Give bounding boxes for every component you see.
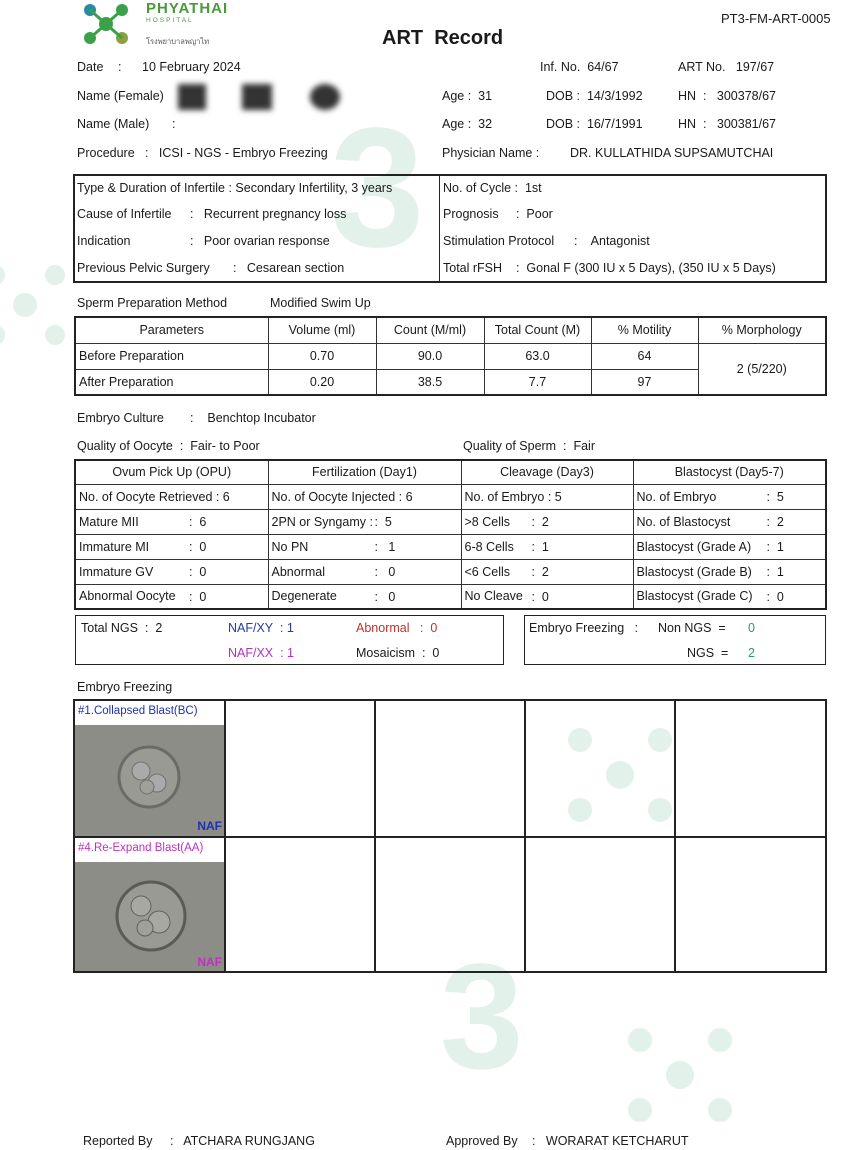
outcome-cell xyxy=(461,484,633,509)
logo-icon xyxy=(80,0,136,50)
reported-value: : ATCHARA RUNGJANG xyxy=(170,1134,315,1148)
outcome-cell-value: : 5 xyxy=(766,489,784,504)
cause-label: Cause of Infertile xyxy=(77,207,172,221)
outcome-row xyxy=(75,509,826,534)
outcome-cell xyxy=(75,584,268,609)
outcome-cell-label: Abnormal Oocyte xyxy=(79,589,176,604)
rfsh-value: : Gonal F (300 IU x 5 Days), (350 IU x 5 Days) xyxy=(516,261,776,275)
outcome-cell xyxy=(75,559,268,584)
procedure-value: : ICSI - NGS - Embryo Freezing xyxy=(145,146,328,160)
ngs-naf-xx: NAF/XX : 1 xyxy=(228,646,294,660)
embryo-tag-1: NAF xyxy=(197,819,222,833)
art-no: ART No. 197/67 xyxy=(678,60,775,74)
sperm-morphology: 2 (5/220) xyxy=(698,343,826,395)
outcome-cell-label: >8 Cells xyxy=(464,514,511,529)
sperm-header: Parameters xyxy=(75,317,268,343)
oocyte-quality: Quality of Oocyte : Fair- to Poor xyxy=(77,439,260,453)
outcome-header: Cleavage (Day3) xyxy=(461,460,633,484)
non-ngs-label: Non NGS = xyxy=(658,621,726,635)
indication-value: : Poor ovarian response xyxy=(190,234,330,248)
sperm-table xyxy=(74,316,827,396)
sperm-cell: Before Preparation xyxy=(75,343,268,369)
outcome-cell xyxy=(633,584,826,609)
hospital-logo xyxy=(80,0,250,50)
embryo-label-1: #1.Collapsed Blast(BC) xyxy=(78,705,198,717)
female-hn: HN : 300378/67 xyxy=(678,89,776,103)
ngs-abnormal: Abnormal : 0 xyxy=(356,621,438,635)
embryo-freezing-label: Embryo Freezing xyxy=(77,680,173,694)
infertile-type: Type & Duration of Infertile : Secondary Infertility, 3 years xyxy=(77,181,393,195)
embryo-tag-2: NAF xyxy=(197,955,222,969)
embryo-cell xyxy=(226,838,376,973)
physician-value: DR. KULLATHIDA SUPSAMUTCHAI xyxy=(570,146,774,160)
outcome-cell xyxy=(633,484,826,509)
embryo-cell xyxy=(676,701,827,838)
embryo-cell xyxy=(676,838,827,973)
outcome-cell-value: : 1 xyxy=(531,539,549,554)
logo-name: PHYATHAI xyxy=(146,0,229,17)
outcome-header: Blastocyst (Day5-7) xyxy=(633,460,826,484)
outcome-cell-value: : 2 xyxy=(531,514,549,529)
outcome-cell xyxy=(461,559,633,584)
logo-sub: HOSPITAL xyxy=(146,17,194,24)
outcome-cell-value: : 1 xyxy=(766,539,784,554)
surgery-value: : Cesarean section xyxy=(233,261,345,275)
outcome-row xyxy=(75,534,826,559)
outcome-header: Ovum Pick Up (OPU) xyxy=(75,460,268,484)
culture-value: : Benchtop Incubator xyxy=(190,411,316,425)
outcome-cell xyxy=(633,559,826,584)
sperm-cell: 97 xyxy=(591,369,698,395)
embryo-cell-2 xyxy=(75,838,226,973)
outcome-cell xyxy=(633,534,826,559)
sperm-cell: 7.7 xyxy=(484,369,591,395)
sperm-header: % Motility xyxy=(591,317,698,343)
outcome-cell-value: : 0 xyxy=(189,539,207,554)
culture-label: Embryo Culture xyxy=(77,411,164,425)
inf-no: Inf. No. 64/67 xyxy=(540,60,619,74)
outcome-cell-label: No. of Oocyte Retrieved : 6 xyxy=(79,489,230,504)
outcome-cell-label: 6-8 Cells xyxy=(464,539,514,554)
outcome-cell xyxy=(75,534,268,559)
outcome-cell xyxy=(633,509,826,534)
female-age: Age : 31 xyxy=(442,89,493,103)
outcome-cell-value: : 6 xyxy=(189,514,207,529)
redacted-name-2 xyxy=(242,84,272,110)
outcome-cell-label: <6 Cells xyxy=(464,564,511,579)
outcome-cell xyxy=(461,509,633,534)
sperm-header: Count (M/ml) xyxy=(376,317,484,343)
sperm-cell: 64 xyxy=(591,343,698,369)
logo-thai: โรงพยาบาลพญาไท xyxy=(146,37,210,46)
outcome-cell-label: Mature MII xyxy=(79,514,139,529)
sperm-cell: After Preparation xyxy=(75,369,268,395)
outcome-cell-value: : 0 xyxy=(189,589,207,604)
female-dob: DOB : 14/3/1992 xyxy=(546,89,643,103)
embryo-grid xyxy=(73,699,827,973)
watermark-logo-left xyxy=(0,260,70,350)
outcome-cell-value: : 1 xyxy=(766,564,784,579)
form-code: PT3-FM-ART-0005 xyxy=(721,11,831,26)
embryo-cell xyxy=(376,838,526,973)
embryo-cell xyxy=(526,701,676,838)
outcome-cell-label: No. of Embryo : 5 xyxy=(464,489,562,504)
stim-value: : Antagonist xyxy=(574,234,650,248)
outcome-cell xyxy=(75,509,268,534)
sperm-cell: 63.0 xyxy=(484,343,591,369)
outcome-cell-label: Blastocyst (Grade C) xyxy=(636,589,753,604)
rfsh-label: Total rFSH xyxy=(443,261,503,275)
sperm-header: Total Count (M) xyxy=(484,317,591,343)
date-sep: : xyxy=(118,60,122,74)
outcome-cell-value: : 0 xyxy=(531,589,549,604)
date-label: Date xyxy=(77,60,104,74)
embryo-cell xyxy=(226,701,376,838)
outcome-row xyxy=(75,584,826,609)
outcome-cell-label: Blastocyst (Grade B) xyxy=(636,564,752,579)
approved-label: Approved By xyxy=(446,1134,518,1148)
reported-label: Reported By xyxy=(83,1134,153,1148)
male-hn: HN : 300381/67 xyxy=(678,117,776,131)
outcome-cell-value: : 2 xyxy=(766,514,784,529)
sperm-cell: 0.20 xyxy=(268,369,376,395)
redacted-name xyxy=(178,84,206,110)
male-name-sep: : xyxy=(172,117,176,131)
history-divider xyxy=(439,176,440,281)
outcome-cell-label: No. of Embryo xyxy=(636,489,717,504)
date-value: 10 February 2024 xyxy=(142,60,241,74)
outcome-cell-label: 2PN or Syngamy : xyxy=(271,514,373,529)
male-dob: DOB : 16/7/1991 xyxy=(546,117,643,131)
ngs-naf-xy: NAF/XY : 1 xyxy=(228,621,294,635)
outcome-cell-label: No. of Blastocyst xyxy=(636,514,731,529)
sperm-cell: 90.0 xyxy=(376,343,484,369)
surgery-label: Previous Pelvic Surgery xyxy=(77,261,210,275)
cycle: No. of Cycle : 1st xyxy=(443,181,542,195)
page-title: ART Record xyxy=(382,27,504,49)
physician-label: Physician Name : xyxy=(442,146,540,160)
outcome-cell-label: Degenerate xyxy=(271,589,337,604)
female-name-label: Name (Female) xyxy=(77,89,164,103)
outcome-cell xyxy=(461,534,633,559)
male-age: Age : 32 xyxy=(442,117,493,131)
approved-value: : WORARAT KETCHARUT xyxy=(532,1134,689,1148)
watermark-logo-bottom xyxy=(620,1020,740,1130)
ngs-total: Total NGS : 2 xyxy=(81,621,163,635)
outcome-cell xyxy=(75,484,268,509)
freezing-summary-label: Embryo Freezing : xyxy=(529,621,639,635)
outcome-row xyxy=(75,559,826,584)
outcome-cell xyxy=(268,584,461,609)
outcome-row xyxy=(75,484,826,509)
outcome-cell-value: : 0 xyxy=(766,589,784,604)
embryo-label-2: #4.Re-Expand Blast(AA) xyxy=(78,842,204,854)
ngs-mosaicism: Mosaicism : 0 xyxy=(356,646,440,660)
outcome-cell xyxy=(268,484,461,509)
embryo-cell-1 xyxy=(75,701,226,838)
outcome-cell xyxy=(268,509,461,534)
indication-label: Indication xyxy=(77,234,131,248)
stim-label: Stimulation Protocol xyxy=(443,234,555,248)
sperm-method-label: Sperm Preparation Method xyxy=(77,296,228,310)
ngs-count-value: 2 xyxy=(748,646,755,660)
outcome-table xyxy=(74,459,827,610)
outcome-cell-value: : 0 xyxy=(374,589,396,604)
embryo-cell xyxy=(526,838,676,973)
outcome-cell-value: : 2 xyxy=(531,564,549,579)
outcome-cell-value: : 0 xyxy=(189,564,207,579)
outcome-cell-label: Immature MI xyxy=(79,539,150,554)
outcome-cell xyxy=(268,534,461,559)
outcome-cell-value: : 5 xyxy=(374,514,392,529)
redacted-name-3 xyxy=(310,84,340,110)
outcome-header: Fertilization (Day1) xyxy=(268,460,461,484)
outcome-cell-label: Blastocyst (Grade A) xyxy=(636,539,752,554)
male-name-label: Name (Male) xyxy=(77,117,150,131)
non-ngs-value: 0 xyxy=(748,621,755,635)
sperm-quality: Quality of Sperm : Fair xyxy=(463,439,595,453)
outcome-cell-label: No Cleave xyxy=(464,589,523,604)
outcome-cell-value: : 0 xyxy=(374,564,396,579)
outcome-cell-label: Immature GV xyxy=(79,564,154,579)
sperm-header: % Morphology xyxy=(698,317,826,343)
outcome-cell-value: : 1 xyxy=(374,539,396,554)
sperm-header: Volume (ml) xyxy=(268,317,376,343)
outcome-cell-label: No PN xyxy=(271,539,309,554)
sperm-cell: 38.5 xyxy=(376,369,484,395)
prognosis-value: : Poor xyxy=(516,207,553,221)
procedure-label: Procedure xyxy=(77,146,135,160)
sperm-cell: 0.70 xyxy=(268,343,376,369)
ngs-count-label: NGS = xyxy=(687,646,729,660)
watermark-number-3: 3 xyxy=(330,93,425,283)
watermark-number-3-lower: 3 xyxy=(440,932,524,1100)
outcome-cell xyxy=(461,584,633,609)
outcome-cell xyxy=(268,559,461,584)
sperm-method-value: Modified Swim Up xyxy=(270,296,371,310)
outcome-cell-label: Abnormal xyxy=(271,564,325,579)
cause-value: : Recurrent pregnancy loss xyxy=(190,207,347,221)
prognosis-label: Prognosis xyxy=(443,207,499,221)
outcome-cell-label: No. of Oocyte Injected : 6 xyxy=(271,489,413,504)
embryo-cell xyxy=(376,701,526,838)
